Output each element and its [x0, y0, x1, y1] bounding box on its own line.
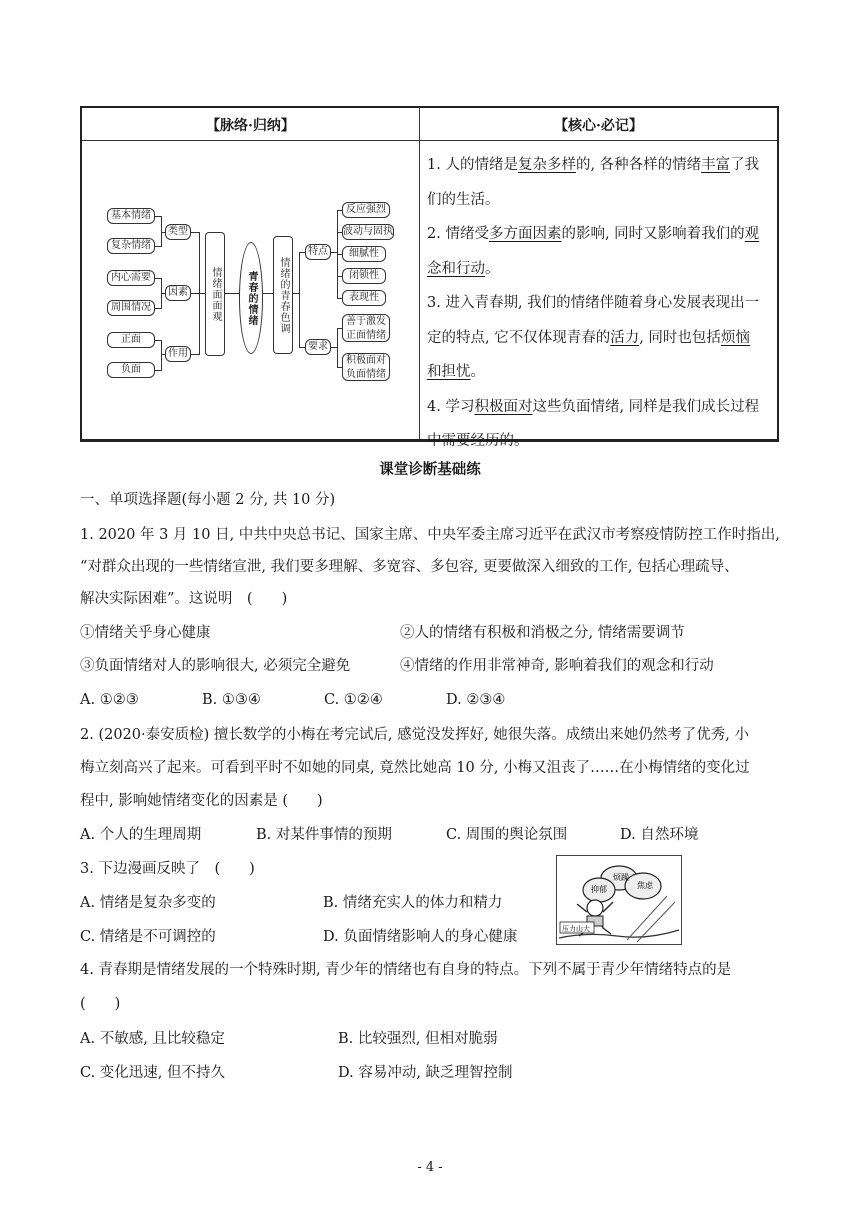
q4-option-a: A. 不敏感, 且比较稳定: [80, 1031, 225, 1047]
leaf-feature-2: 波动与固执: [342, 224, 394, 240]
q4-line1: 4. 青春期是情绪发展的一个特殊时期, 青少年的情绪也有自身的特点。下列不属于青少年情绪特点的是: [80, 962, 732, 978]
leaf-require-2: 积极面对负面情绪: [342, 353, 390, 381]
q2-line1: 2. (2020·泰安质检) 擅长数学的小梅在考完试后, 感觉没发挥好, 她很失落。成绩出来她仍然考了优秀, 小: [80, 727, 750, 743]
leaf-negative: 负面: [107, 362, 155, 378]
summary-table: [80, 106, 779, 449]
q4-option-b: B. 比较强烈, 但相对脆弱: [338, 1031, 498, 1047]
comic-drawing: [557, 856, 681, 944]
q1-statement-3: ③负面情绪对人的影响很大, 必须完全避免: [80, 658, 351, 674]
page-number: - 4 -: [417, 1160, 443, 1175]
q2-line3: 程中, 影响她情绪变化的因素是 ( ): [80, 793, 323, 809]
q1-statement-2: ②人的情绪有积极和消极之分, 情绪需要调节: [400, 625, 685, 641]
q2-line2: 梅立刻高兴了起来。可看到平时不如她的同桌, 竟然比她高 10 分, 小梅又沮丧了……在小梅情绪的变化过: [80, 760, 750, 776]
comic-tag: 压力山大: [562, 925, 590, 933]
q1-option-c: C. ①②④: [324, 692, 383, 708]
part-title: 一、单项选择题(每小题 2 分, 共 10 分): [80, 492, 336, 508]
q4-line2: ( ): [80, 996, 121, 1012]
q3-option-c: C. 情绪是不可调控的: [80, 929, 216, 945]
q2-option-d: D. 自然环境: [620, 827, 699, 843]
right-header: 【核心·必记】: [554, 118, 643, 134]
branch-feature: 特点: [305, 244, 331, 260]
mind-map: [82, 140, 419, 440]
q1-statement-4: ④情绪的作用非常神奇, 影响着我们的观念和行动: [400, 658, 714, 674]
q4-option-d: D. 容易冲动, 缺乏理智控制: [338, 1065, 513, 1081]
leaf-inner-need: 内心需要: [107, 270, 155, 286]
center-topic: 青春的情绪: [239, 242, 263, 354]
q2-option-c: C. 周围的舆论氛围: [446, 827, 568, 843]
main-right: 情绪的青春色调: [273, 236, 293, 354]
q1-statement-1: ①情绪关乎身心健康: [80, 625, 211, 641]
leaf-feature-5: 表现性: [342, 290, 386, 306]
comic-bag-3: 抑郁: [591, 885, 607, 894]
leaf-surroundings: 周围情况: [107, 300, 155, 316]
section-title: 课堂诊断基础练: [379, 461, 481, 478]
q1-line2: “对群众出现的一些情绪宣泄, 我们要多理解、多宽容、多包容, 更要做深入细致的工作, 包括心理疏导、: [80, 559, 739, 575]
branch-effect: 作用: [165, 346, 191, 362]
leaf-complex-emotion: 复杂情绪: [107, 238, 155, 254]
q1-option-d: D. ②③④: [446, 692, 506, 708]
branch-type: 类型: [165, 224, 191, 240]
main-left: 情绪面面观: [205, 232, 225, 356]
core-points: 1. 人的情绪是复杂多样的, 各种各样的情绪丰富了我 们的生活。 2. 情绪受多方面因素的影响, 同时又影响着我们的观 念和行动。 3. 进入青春期, 我们的情绪伴随着身心发展表现出一 定的特点, 它不仅体现青春的活力, 同时也包括烦恼 和担忧。 4. 学习积极面对这些负面情绪, 同样是我们成长过程 中需要经历的。: [427, 157, 760, 449]
q3-option-d: D. 负面情绪影响人的身心健康: [323, 929, 518, 945]
branch-require: 要求: [305, 339, 331, 355]
comic-bag-2: 焦虑: [637, 881, 653, 890]
q1-option-b: B. ①③④: [202, 692, 261, 708]
q4-option-c: C. 变化迅速, 但不持久: [80, 1065, 226, 1081]
leaf-feature-3: 细腻性: [342, 246, 386, 262]
q1-line3: 解决实际困难”。这说明 ( ): [80, 591, 288, 607]
q2-option-b: B. 对某件事情的预期: [256, 827, 392, 843]
leaf-feature-4: 闭锁性: [342, 268, 386, 284]
q3-option-a: A. 情绪是复杂多变的: [80, 895, 216, 911]
leaf-basic-emotion: 基本情绪: [107, 208, 155, 224]
q1-option-a: A. ①②③: [80, 692, 139, 708]
left-header: 【脉络·归纳】: [206, 118, 295, 134]
q3-line1: 3. 下边漫画反映了 ( ): [80, 861, 255, 877]
branch-factor: 因素: [165, 285, 191, 301]
leaf-positive: 正面: [107, 332, 155, 348]
comic-image: [556, 855, 682, 945]
q2-option-a: A. 个人的生理周期: [80, 827, 202, 843]
q3-option-b: B. 情绪充实人的体力和精力: [323, 895, 503, 911]
leaf-feature-1: 反应强烈: [342, 202, 390, 218]
q1-line1: 1. 2020 年 3 月 10 日, 中共中央总书记、国家主席、中央军委主席习近平在武汉市考察疫情防控工作时指出,: [80, 527, 780, 543]
comic-bag-1: 烦躁: [613, 873, 629, 882]
table-divider: [419, 108, 420, 439]
leaf-require-1: 善于激发正面情绪: [342, 314, 390, 342]
